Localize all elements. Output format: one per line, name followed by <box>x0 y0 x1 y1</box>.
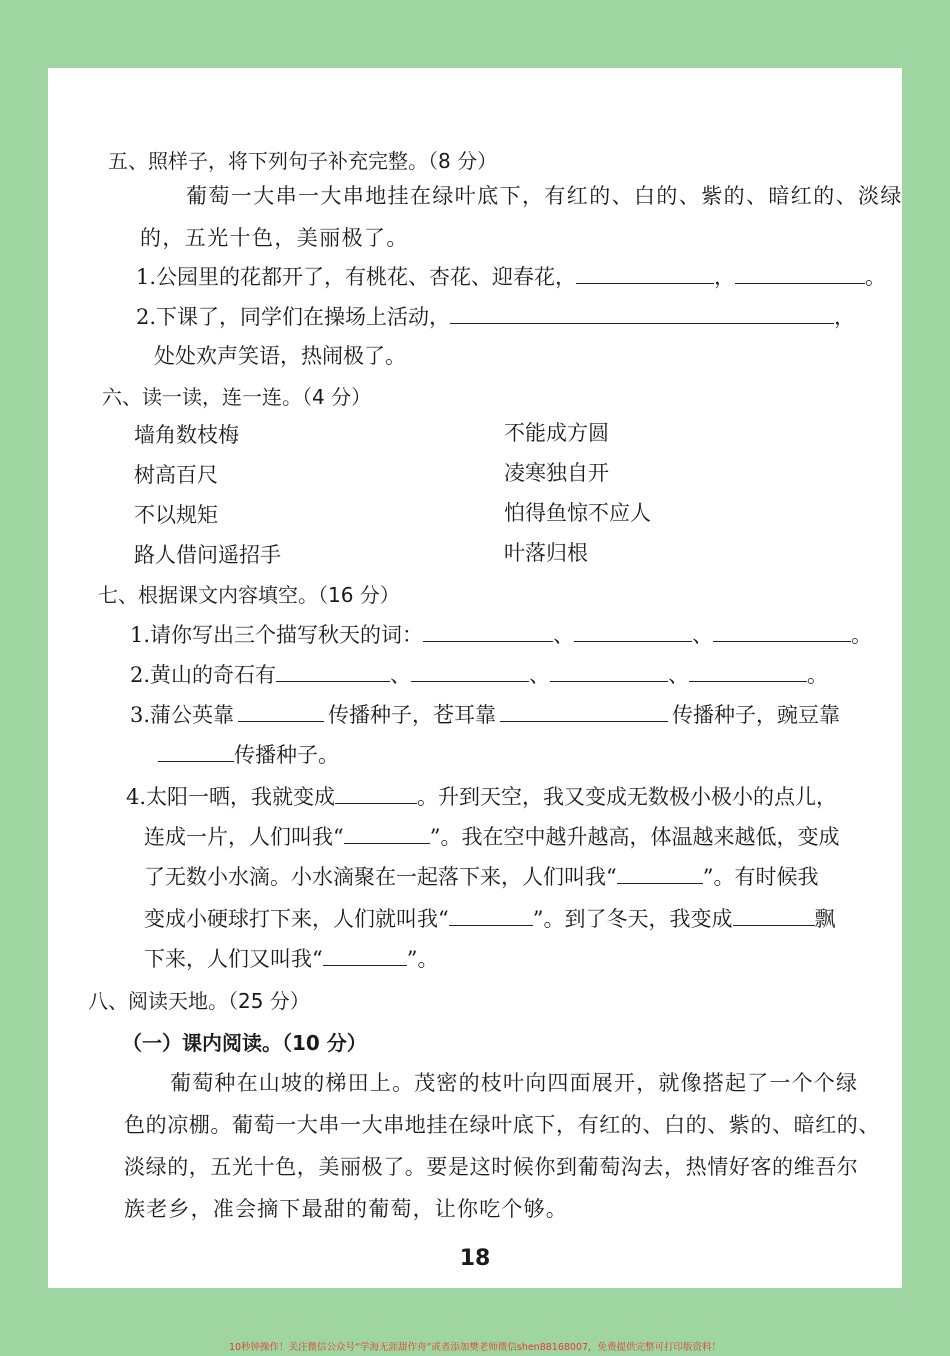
s8-passage-line4: 族老乡，准会摘下最甜的葡萄，让你吃个够。 <box>124 1197 568 1221</box>
match-left-2[interactable]: 树高百尺 <box>134 463 218 487</box>
s7-q4-l3-a: 了无数小水滴。小水滴聚在一起落下来，人们叫我“ <box>144 865 617 889</box>
s7-q4-line2 <box>144 824 839 850</box>
s7-q1-blank-3[interactable] <box>713 623 851 642</box>
s7-q3-d: 传播种子。 <box>234 743 339 767</box>
section-7-heading: 七、根据课文内容填空。（16 分） <box>98 583 400 607</box>
s5-q1-blank-2[interactable] <box>735 265 865 284</box>
section-6-heading: 六、读一读，连一连。（4 分） <box>102 385 372 409</box>
s5-q1-end: 。 <box>865 265 887 289</box>
s5-q2-prefix: 2.下课了，同学们在操场上活动， <box>136 305 451 329</box>
s7-q4-blank-6[interactable] <box>323 947 407 966</box>
s7-q4-l5-b: ”。 <box>406 947 439 971</box>
s5-q2-line2: 处处欢声笑语，热闹极了。 <box>154 344 406 368</box>
section-5-heading: 五、照样子，将下列句子补充完整。（8 分） <box>108 149 498 173</box>
s7-q2-prefix: 2.黄山的奇石有 <box>130 663 277 687</box>
s5-q1-prefix: 1.公园里的花都开了，有桃花、杏花、迎春花， <box>136 265 577 289</box>
s7-q1-prefix: 1.请你写出三个描写秋天的词： <box>130 623 424 647</box>
s7-q4-blank-1[interactable] <box>335 785 417 804</box>
s7-q3-blank-3[interactable] <box>158 743 234 762</box>
s7-q4-blank-5[interactable] <box>733 907 815 926</box>
s7-q2-end: 。 <box>807 663 829 687</box>
s7-q3-c: 传播种子，豌豆靠 <box>672 703 841 727</box>
match-left-4[interactable]: 路人借问遥招手 <box>134 543 281 567</box>
s7-q4-l4-b: ”。到了冬天，我变成 <box>532 907 733 931</box>
s7-q4-l4-a: 变成小硬球打下来，人们就叫我“ <box>144 907 449 931</box>
section-8-heading: 八、阅读天地。（25 分） <box>88 989 310 1013</box>
s7-q3-b: 传播种子，苍耳靠 <box>328 703 497 727</box>
s7-question-1 <box>130 622 872 648</box>
s7-q3-a: 3.蒲公英靠 <box>130 703 235 727</box>
s7-q4-l5-a: 下来，人们又叫我“ <box>144 947 323 971</box>
s7-q4-l2-b: ”。我在空中越升越高，体温越来越低，变成 <box>429 825 840 849</box>
s7-q2-blank-2[interactable] <box>411 663 529 682</box>
s5-question-1 <box>136 264 886 290</box>
match-right-3[interactable]: 怕得鱼惊不应人 <box>504 501 651 525</box>
s7-q1-sep-1: 、 <box>553 623 575 647</box>
footer-promo-text: 10秒钟操作！关注微信公众号“学海无涯甜作舟”或者添加樊老师微信shen88168007，免费提供完整可打印版资料！ <box>228 1342 722 1353</box>
s7-q4-blank-2[interactable] <box>344 825 430 844</box>
s5-q1-blank-1[interactable] <box>576 265 714 284</box>
s7-q4-l3-b: ”。有时候我 <box>702 865 819 889</box>
s7-q2-sep-1: 、 <box>390 663 412 687</box>
s7-q4-l2-a: 连成一片，人们叫我“ <box>144 825 344 849</box>
s5-q2-blank[interactable] <box>450 305 834 324</box>
s7-q2-blank-3[interactable] <box>550 663 668 682</box>
s8-passage-line1: 葡萄种在山坡的梯田上。茂密的枝叶向四面展开，就像搭起了一个个绿 <box>170 1071 859 1095</box>
match-left-1[interactable]: 墙角数枝梅 <box>134 423 239 447</box>
s7-q4-line3 <box>144 864 818 890</box>
s5-q2-end: ， <box>834 305 856 329</box>
match-left-3[interactable]: 不以规矩 <box>134 503 218 527</box>
s7-q1-sep-2: 、 <box>692 623 714 647</box>
s7-q3-blank-2[interactable] <box>500 703 668 722</box>
match-right-4[interactable]: 叶落归根 <box>504 541 588 565</box>
s5-example-line1: 葡萄一大串一大串地挂在绿叶底下，有红的、白的、紫的、暗红的、淡绿 <box>186 184 903 208</box>
s7-q2-blank-4[interactable] <box>689 663 807 682</box>
s5-q1-sep: ， <box>714 265 736 289</box>
s7-q4-blank-3[interactable] <box>617 865 703 884</box>
s5-question-2 <box>136 304 855 330</box>
worksheet-page <box>48 68 902 1288</box>
s8-subheading: （一）课内阅读。（10 分） <box>122 1031 367 1055</box>
page-number: 18 <box>459 1246 491 1271</box>
s7-q4-line5 <box>144 946 439 972</box>
s7-q4-blank-4[interactable] <box>449 907 533 926</box>
s7-q4-l4-c: 飘 <box>814 907 836 931</box>
s7-q1-blank-1[interactable] <box>423 623 553 642</box>
s7-q1-end: 。 <box>851 623 873 647</box>
s5-example-line2: 的，五光十色，美丽极了。 <box>140 226 409 250</box>
s7-q3-blank-1[interactable] <box>238 703 324 722</box>
s7-q2-sep-3: 、 <box>668 663 690 687</box>
s7-q4-l1-b: 。升到天空，我又变成无数极小极小的点儿， <box>417 785 838 809</box>
s7-q2-sep-2: 、 <box>529 663 551 687</box>
s8-passage-line2: 色的凉棚。葡萄一大串一大串地挂在绿叶底下，有红的、白的、紫的、暗红的、 <box>124 1113 880 1137</box>
s7-q2-blank-1[interactable] <box>276 663 390 682</box>
s7-question-2 <box>130 662 828 688</box>
s7-question-3 <box>130 702 840 728</box>
match-right-1[interactable]: 不能成方圆 <box>504 421 609 445</box>
s8-passage-line3: 淡绿的，五光十色，美丽极了。要是这时候你到葡萄沟去，热情好客的维吾尔 <box>124 1155 859 1179</box>
match-right-2[interactable]: 凌寒独自开 <box>504 461 609 485</box>
s7-q4-l1-a: 4.太阳一晒，我就变成 <box>126 785 336 809</box>
s7-q4-line4 <box>144 906 836 932</box>
s7-q4-line1 <box>126 784 837 810</box>
s7-q3-line2 <box>158 742 339 768</box>
s7-q1-blank-2[interactable] <box>574 623 692 642</box>
